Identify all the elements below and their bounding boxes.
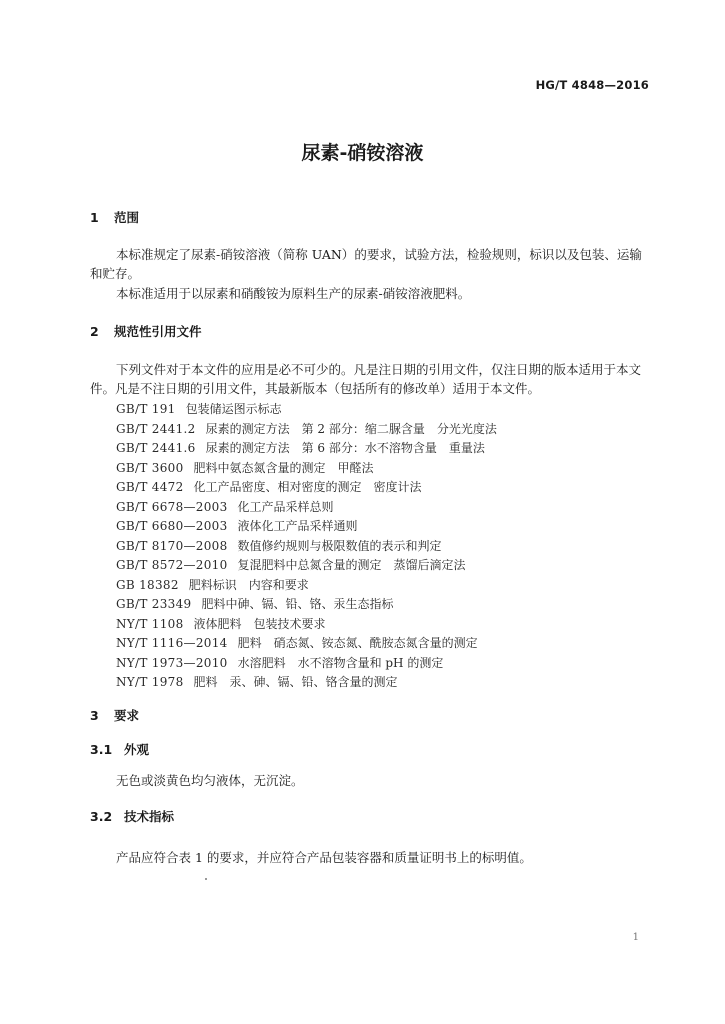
section-3-2-heading [90,807,174,825]
section-number: 2 [90,324,99,339]
reference-title: 化工产品采样总则 [237,499,334,514]
document-title: 尿素-硝铵溶液 [301,142,424,164]
reference-title: 液体化工产品采样通则 [237,519,358,533]
reference-item [116,459,497,479]
scope-paragraph-2: 本标准适用于以尿素和硝酸铵为原料生产的尿素-硝铵溶液肥料。 [116,286,471,301]
subsection-title: 技术指标 [124,809,175,824]
reference-title: 液体肥料 包装技术要求 [193,616,326,631]
section-title: 范围 [114,210,140,225]
reference-item [116,439,497,459]
reference-code: GB/T 6680—2003 [116,519,228,533]
reference-item [116,654,497,674]
scope-paragraph-1: 本标准规定了尿素-硝铵溶液（简称 UAN）的要求，试验方法，检验规则，标识以及包装、运输和贮存。 [90,247,642,281]
reference-title: 肥料 汞、砷、镉、铅、铬含量的测定 [193,675,398,689]
reference-item [116,537,497,557]
reference-title: 尿素的测定方法 第 6 部分：水不溶物含量 重量法 [205,441,485,455]
section-2-heading [90,322,202,340]
section-3-1-heading [90,740,149,758]
subsection-number: 3.1 [90,742,113,757]
section-number: 3 [90,708,99,723]
reference-item [116,517,497,537]
reference-item [116,556,497,576]
reference-code: GB/T 2441.2 [116,421,196,436]
reference-title: 肥料 硝态氮、铵态氮、酰胺态氮含量的测定 [237,636,478,650]
reference-item [116,615,497,635]
scan-speck [205,878,207,880]
section-1-heading [90,208,139,226]
reference-code: GB/T 6678—2003 [116,499,228,514]
reference-list [116,400,497,693]
reference-title: 复混肥料中总氮含量的测定 蒸馏后滴定法 [237,558,466,572]
section-number: 1 [90,210,99,225]
subsection-title: 外观 [124,742,150,757]
section-title: 要求 [114,708,140,723]
section-3-heading [90,706,139,724]
reference-title: 化工产品密度、相对密度的测定 密度计法 [193,480,422,494]
reference-code: GB/T 8572—2010 [116,558,228,572]
subsection-number: 3.2 [90,809,113,824]
reference-code: GB/T 4472 [116,480,184,494]
references-intro: 下列文件对于本文件的应用是必不可少的。凡是注日期的引用文件，仅注日期的版本适用于本文件。凡是不注日期的引用文件，其最新版本（包括所有的修改单）适用于本文件。 [90,362,642,396]
reference-code: GB/T 2441.6 [116,441,196,455]
reference-code: NY/T 1978 [116,675,184,689]
reference-code: GB/T 191 [116,402,176,416]
technical-spec-text: 产品应符合表 1 的要求，并应符合产品包装容器和质量证明书上的标明值。 [116,850,532,865]
reference-code: NY/T 1108 [116,616,184,631]
reference-title: 肥料标识 内容和要求 [188,577,309,592]
reference-code: GB/T 8170—2008 [116,538,228,553]
reference-item [116,634,497,654]
section-title: 规范性引用文件 [114,324,202,339]
reference-title: 尿素的测定方法 第 2 部分：缩二脲含量 分光光度法 [205,421,497,436]
reference-item [116,673,497,693]
reference-code: GB 18382 [116,577,179,592]
reference-code: NY/T 1116—2014 [116,636,228,650]
reference-code: GB/T 23349 [116,597,192,611]
reference-title: 水溶肥料 水不溶物含量和 pH 的测定 [237,655,444,670]
reference-item [116,576,497,596]
reference-item [116,400,497,420]
appearance-text: 无色或淡黄色均匀液体，无沉淀。 [116,773,304,788]
reference-title: 肥料中砷、镉、铅、铬、汞生态指标 [201,597,394,611]
reference-item [116,420,497,440]
reference-title: 肥料中氨态氮含量的测定 甲醛法 [193,460,374,475]
reference-item [116,498,497,518]
reference-code: NY/T 1973—2010 [116,655,228,670]
page-number: 1 [632,932,639,943]
reference-item [116,478,497,498]
reference-code: GB/T 3600 [116,460,184,475]
reference-title: 数值修约规则与极限数值的表示和判定 [237,538,442,553]
standard-code: HG/T 4848—2016 [535,78,649,92]
reference-item [116,595,497,615]
reference-title: 包装储运图示标志 [185,402,282,416]
